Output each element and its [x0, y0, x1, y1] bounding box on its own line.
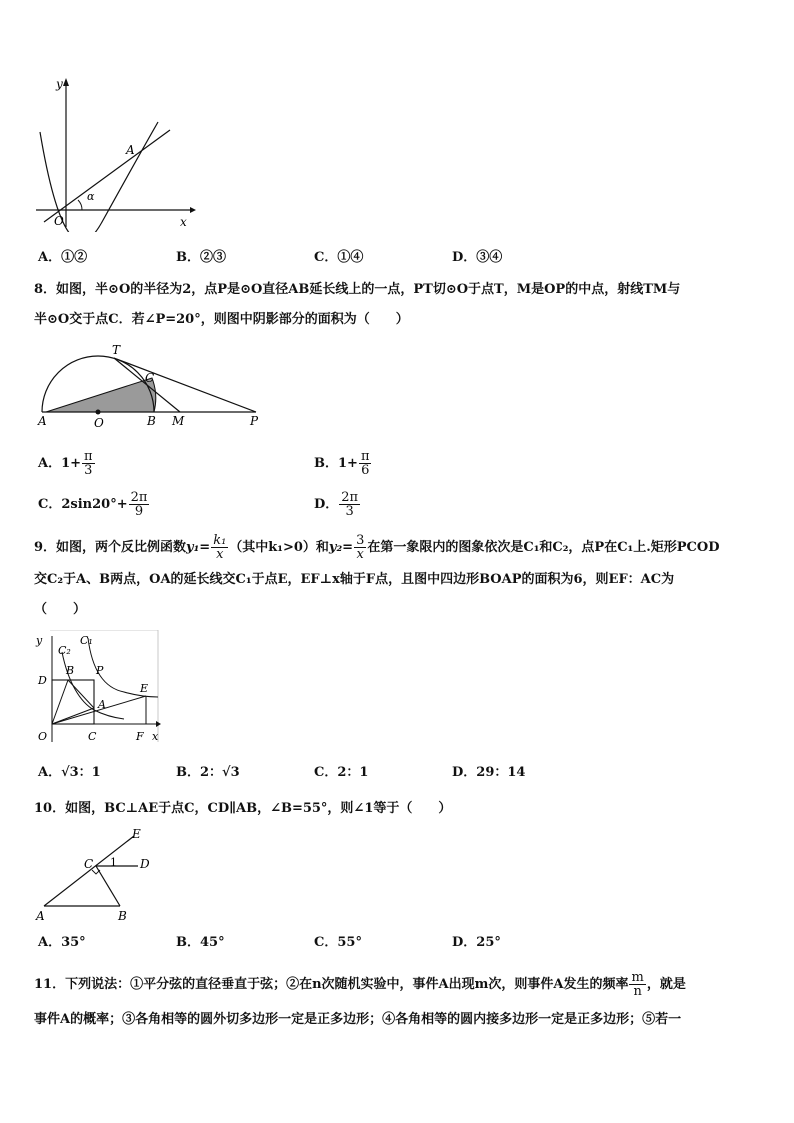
- q8-option-d[interactable]: [314, 491, 361, 518]
- q8-label-m: M: [172, 414, 185, 428]
- q9-x1: x: [216, 547, 224, 562]
- q10-stem: 10．如图，BC⊥AE于点C，CD∥AB，∠B=55°，则∠1等于（ ）: [34, 801, 452, 816]
- q9-label-f: F: [136, 730, 144, 743]
- q9-option-b[interactable]: B．2：√3: [176, 765, 240, 780]
- q11-m-over-n: [629, 971, 645, 998]
- q8-label-o: O: [94, 416, 104, 430]
- q11-stem-line2: 事件A的概率；③各角相等的圆外切多边形一定是正多边形；④各角相等的圆内接多边形一定是正多边形；⑤若一: [34, 1012, 682, 1027]
- q9-label-b: B: [66, 664, 75, 677]
- q8-stem-line1: 8．如图，半⊙O的半径为2，点P是⊙O直径AB延长线上的一点，PT切⊙O于点T，M是OP的中点，射线TM与: [34, 282, 681, 297]
- q8-label-t: T: [112, 343, 121, 357]
- q9-stem-line3: （ ）: [34, 602, 87, 617]
- q8-figure: [34, 340, 274, 432]
- q11-line1a: 11．下列说法：①平分弦的直径垂直于弦；②在n次随机实验中，事件A出现m次，则事件A发生的频率: [34, 977, 629, 992]
- q9-option-a[interactable]: A．√3：1: [38, 765, 101, 780]
- q9-label-c2: C₂: [58, 644, 71, 657]
- q9-label-c1: C₁: [80, 634, 93, 647]
- q11-line1b: ，就是: [646, 977, 686, 992]
- q8-option-c-label: C．2sin20°+: [38, 497, 128, 512]
- q8-option-a-label: A．1+: [38, 456, 82, 471]
- q10-label-c: C: [84, 857, 94, 871]
- q8-label-b: B: [147, 414, 156, 428]
- q9-label-o: O: [38, 730, 48, 743]
- q9-label-a: A: [98, 698, 106, 711]
- q10-label-e: E: [132, 827, 141, 841]
- q7-option-d[interactable]: D．③④: [452, 250, 503, 265]
- q7-label-alpha: α: [87, 190, 95, 203]
- q10-option-b[interactable]: B．45°: [176, 935, 225, 950]
- q8-option-c-num: 2π: [130, 490, 148, 505]
- q11-num: m: [631, 970, 644, 985]
- q8-option-b[interactable]: [314, 450, 372, 477]
- q9-stem-line1: [34, 534, 720, 561]
- q9-k1: k₁: [213, 533, 227, 548]
- q7-label-y: y: [56, 77, 63, 91]
- q9-y2: y₂=: [328, 540, 354, 555]
- q10-option-d[interactable]: D．25°: [452, 935, 501, 950]
- q8-option-a-num: π: [84, 449, 93, 464]
- q9-pre: 9．如图，两个反比例函数: [34, 540, 187, 555]
- q9-x2: x: [356, 547, 364, 562]
- q8-option-c[interactable]: [38, 491, 150, 518]
- q9-mid: （其中k₁>0）和: [229, 540, 329, 555]
- q10-option-a[interactable]: A．35°: [38, 935, 86, 950]
- q10-label-1: 1: [110, 856, 117, 869]
- q9-label-e: E: [140, 682, 149, 695]
- q9-k1-over-x: [211, 534, 228, 561]
- q7-option-c[interactable]: C．①④: [314, 250, 364, 265]
- q10-label-d: D: [140, 857, 150, 871]
- q8-option-d-num: 2π: [341, 490, 359, 505]
- q8-option-d-fraction: [339, 491, 360, 518]
- q8-label-a: A: [38, 414, 47, 428]
- q9-label-x: x: [152, 730, 159, 743]
- q9-label-c: C: [88, 730, 97, 743]
- q9-y1: y₁=: [186, 540, 211, 555]
- q9-three: 3: [356, 533, 365, 548]
- q8-option-b-label: B．1+: [314, 456, 358, 471]
- q9-label-p: P: [96, 664, 104, 677]
- q8-option-b-den: 6: [361, 463, 370, 478]
- q8-label-p: P: [250, 414, 259, 428]
- q7-option-b[interactable]: B．②③: [176, 250, 226, 265]
- q9-option-d[interactable]: D．29：14: [452, 765, 526, 780]
- q10-option-c[interactable]: C．55°: [314, 935, 362, 950]
- q8-label-c: C: [145, 371, 155, 385]
- q9-option-c[interactable]: C．2：1: [314, 765, 369, 780]
- q9-label-y: y: [36, 634, 43, 647]
- q11-stem-line1: [34, 971, 686, 998]
- q7-label-x: x: [180, 215, 187, 229]
- q8-option-b-num: π: [360, 449, 370, 464]
- q9-post: 在第一象限内的图象依次是C₁和C₂，点P在C₁上.矩形PCOD: [367, 540, 720, 555]
- q8-option-c-den: 9: [134, 504, 144, 519]
- q9-3-over-x: [354, 534, 366, 561]
- q10-figure: [34, 826, 164, 924]
- q8-option-d-den: 3: [345, 504, 354, 519]
- q9-figure: [34, 630, 164, 746]
- q8-option-a-den: 3: [84, 463, 93, 478]
- q8-option-a-fraction: [82, 450, 95, 477]
- q7-label-o: O: [54, 214, 64, 228]
- q9-label-d: D: [38, 674, 47, 687]
- q7-figure: [30, 72, 200, 232]
- q10-label-a: A: [36, 909, 45, 923]
- q9-stem-line2: 交C₂于A、B两点，OA的延长线交C₁于点E，EF⊥x轴于F点，且图中四边形BOAP的面积为6，则EF：AC为: [34, 572, 675, 587]
- q10-label-b: B: [118, 909, 127, 923]
- q11-den: n: [633, 984, 642, 999]
- q8-option-a[interactable]: [38, 450, 96, 477]
- q8-option-b-fraction: [359, 450, 372, 477]
- q7-option-a[interactable]: A．①②: [38, 250, 88, 265]
- q8-option-d-label: D．: [314, 497, 339, 512]
- q8-stem-line2: 半⊙O交于点C．若∠P=20°，则图中阴影部分的面积为（ ）: [34, 312, 409, 327]
- q8-option-c-fraction: [129, 491, 150, 518]
- q7-label-a: A: [126, 143, 135, 157]
